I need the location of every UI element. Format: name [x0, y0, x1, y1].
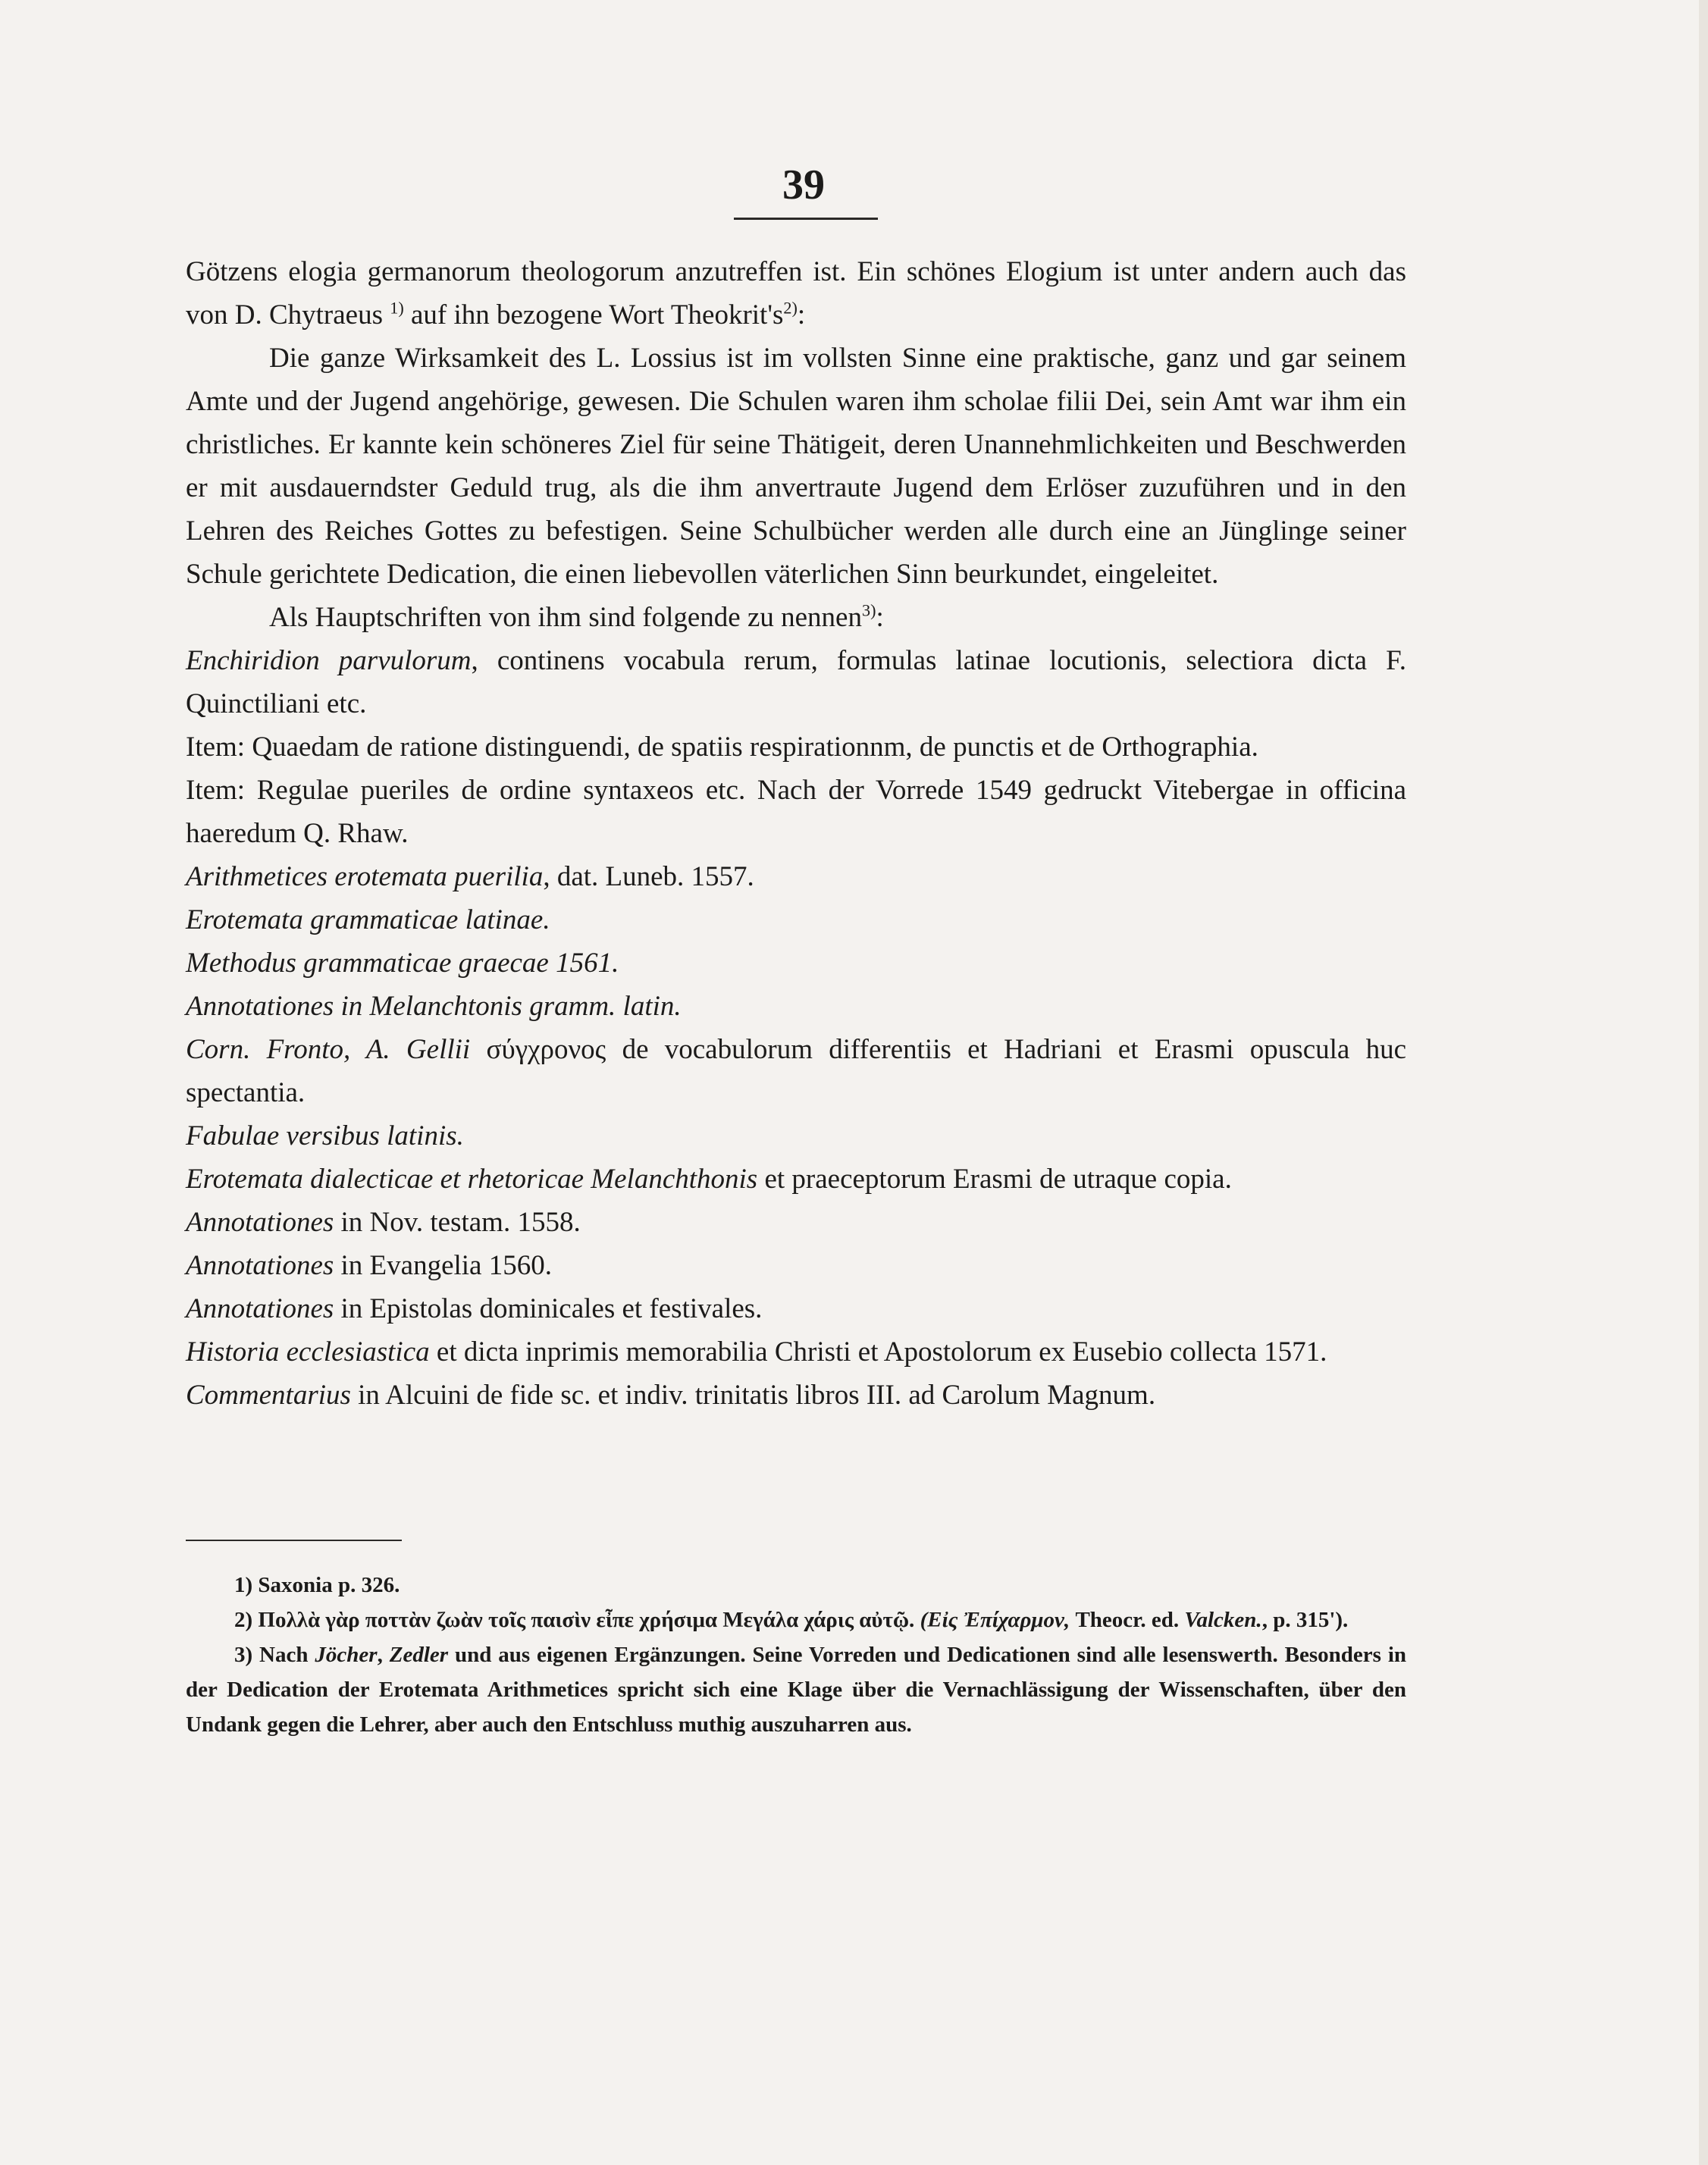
work-entry	[186, 1114, 1406, 1158]
work-detail: Item: Regulae pueriles de ordine syntaxeos etc. Nach der Vorrede 1549 gedruckt Vitebergae in officina haeredum Q. Rhaw.	[186, 775, 1406, 849]
paragraph-2: Die ganze Wirksamkeit des L. Lossius ist im vollsten Sinne eine praktische, ganz und gar seinem Amte und der Jugend angehörige, gewesen. Die Schulen waren ihm scholae filii Dei, sein Amt war ihm ein christliches. Er kannte kein schöneres Ziel für seine Thätigeit, deren Unannehmlichkeiten und Beschwerden er mit ausdauerndster Geduld trug, als die ihm anvertraute Jugend dem Erlöser zuzuführen und in den Lehren des Reiches Gottes zu befestigen. Seine Schulbücher werden alle durch eine an Jünglinge seiner Schule gerichtete Dedication, die einen liebevollen väterlichen Sinn beurkundet, eingeleitet.	[186, 343, 1406, 590]
work-title: Enchiridion parvulorum	[186, 645, 472, 676]
work-detail: in Epistolas dominicales et festivales.	[334, 1293, 763, 1324]
footnote-3-comma: ,	[377, 1643, 383, 1667]
work-detail: et praeceptorum Erasmi de utraque copia.	[757, 1164, 1232, 1195]
work-entry	[186, 639, 1406, 725]
footnote-3	[186, 1637, 1406, 1742]
works-list	[186, 639, 1406, 1417]
work-entry	[186, 1374, 1406, 1417]
work-title: Fabulae versibus latinis.	[186, 1120, 464, 1151]
footnote-1: 1) Saxonia p. 326.	[234, 1573, 400, 1597]
work-detail: in Evangelia 1560.	[334, 1250, 552, 1281]
footnote-2-page: , p. 315').	[1261, 1608, 1349, 1632]
footnote-3-author-1: Jöcher	[315, 1643, 378, 1667]
footnote-rule	[186, 1540, 402, 1541]
footnote-ref-3: 3)	[861, 600, 876, 620]
footnote-3-start: 3) Nach	[234, 1643, 309, 1667]
body-text	[186, 250, 1406, 1417]
paragraph-3-end: :	[876, 602, 884, 633]
work-title: Corn. Fronto, A. Gellii	[186, 1034, 471, 1065]
footnote-2-editor: Valcken.	[1184, 1608, 1262, 1632]
work-detail: et dicta inprimis memorabilia Christi et Apostolorum ex Eusebio collecta 1571.	[429, 1336, 1327, 1368]
paragraph-1-mid: auf ihn bezogene Wort Theokrit's	[410, 299, 784, 331]
footnote-ref-2: 2)	[783, 298, 798, 318]
footnote-2	[186, 1603, 1406, 1637]
work-title: Arithmetices erotemata puerilia	[186, 861, 544, 892]
work-title: Methodus grammaticae graecae 1561.	[186, 948, 619, 979]
footnote-ref-1: 1)	[390, 298, 404, 318]
work-title: Commentarius	[186, 1380, 351, 1411]
work-title: Erotemata dialecticae et rhetoricae Melanchthonis	[186, 1164, 758, 1195]
work-detail: , dat. Luneb. 1557.	[543, 861, 754, 892]
work-entry	[186, 1244, 1406, 1287]
footnote-2-source: (Εἰς Ἐπίχαρμον,	[920, 1608, 1070, 1632]
page-edge	[1699, 0, 1708, 2165]
work-entry	[186, 1330, 1406, 1374]
work-entry	[186, 985, 1406, 1028]
work-title: Historia ecclesiastica	[186, 1336, 430, 1368]
work-title: Annotationes	[186, 1250, 334, 1281]
footnote-2-greek: 2) Πολλὰ γὰρ ποττὰν ζωὰν τοῖς παισὶν εἶπε χρήσιμα Μεγάλα χάρις αὐτῷ.	[234, 1608, 915, 1632]
work-title: Annotationes in Melanchtonis gramm. latin.	[186, 991, 682, 1022]
paragraph-3	[186, 596, 1406, 639]
page-number: 39	[782, 161, 825, 208]
work-entry	[186, 1287, 1406, 1330]
work-detail: σύγχρονος de vocabulorum differentiis et Hadriani et Erasmi opuscula huc spectantia.	[186, 1034, 1406, 1108]
work-entry	[186, 725, 1406, 769]
work-entry	[186, 1158, 1406, 1201]
work-entry	[186, 898, 1406, 942]
work-detail: , continens vocabula rerum, formulas latinae locutionis, selectiora dicta F. Quinctiliani etc.	[186, 645, 1406, 719]
work-detail: in Nov. testam. 1558.	[334, 1207, 581, 1238]
work-title: Annotationes	[186, 1207, 334, 1238]
work-entry	[186, 855, 1406, 898]
work-entry	[186, 1028, 1406, 1114]
page-number-rule	[734, 218, 878, 220]
paragraph-1	[186, 250, 1406, 337]
paragraph-3-text: Als Hauptschriften von ihm sind folgende zu nennen	[269, 602, 862, 633]
work-entry	[186, 769, 1406, 855]
work-title: Erotemata grammaticae latinae.	[186, 904, 550, 935]
footnote-3-text: und aus eigenen Ergänzungen. Seine Vorreden und Dedicationen sind alle lesenswerth. Besonders in der Dedication der Erotemata Arithmetices spricht sich eine Klage über die Vernachlässigung der Wissenschaften, über den Undank gegen die Lehrer, aber auch den Entschluss muthig auszuharren aus.	[186, 1643, 1407, 1737]
work-entry	[186, 942, 1406, 985]
paragraph-1-text: Götzens elogia germanorum theologorum anzutreffen ist. Ein schönes Elogium ist unter andern auch das von D. Chytraeus	[186, 256, 1406, 331]
paragraph-1-end: :	[797, 299, 806, 331]
work-title: Annotationes	[186, 1293, 334, 1324]
work-entry	[186, 1201, 1406, 1244]
footnote-3-author-2: Zedler	[389, 1643, 449, 1667]
work-detail: Item: Quaedam de ratione distinguendi, de spatiis respirationnm, de punctis et de Orthographia.	[186, 732, 1258, 763]
work-detail: in Alcuini de fide sc. et indiv. trinitatis libros III. ad Carolum Magnum.	[350, 1380, 1156, 1411]
footnote-2-ref: Theocr. ed.	[1075, 1608, 1180, 1632]
footnotes	[186, 1568, 1406, 1742]
